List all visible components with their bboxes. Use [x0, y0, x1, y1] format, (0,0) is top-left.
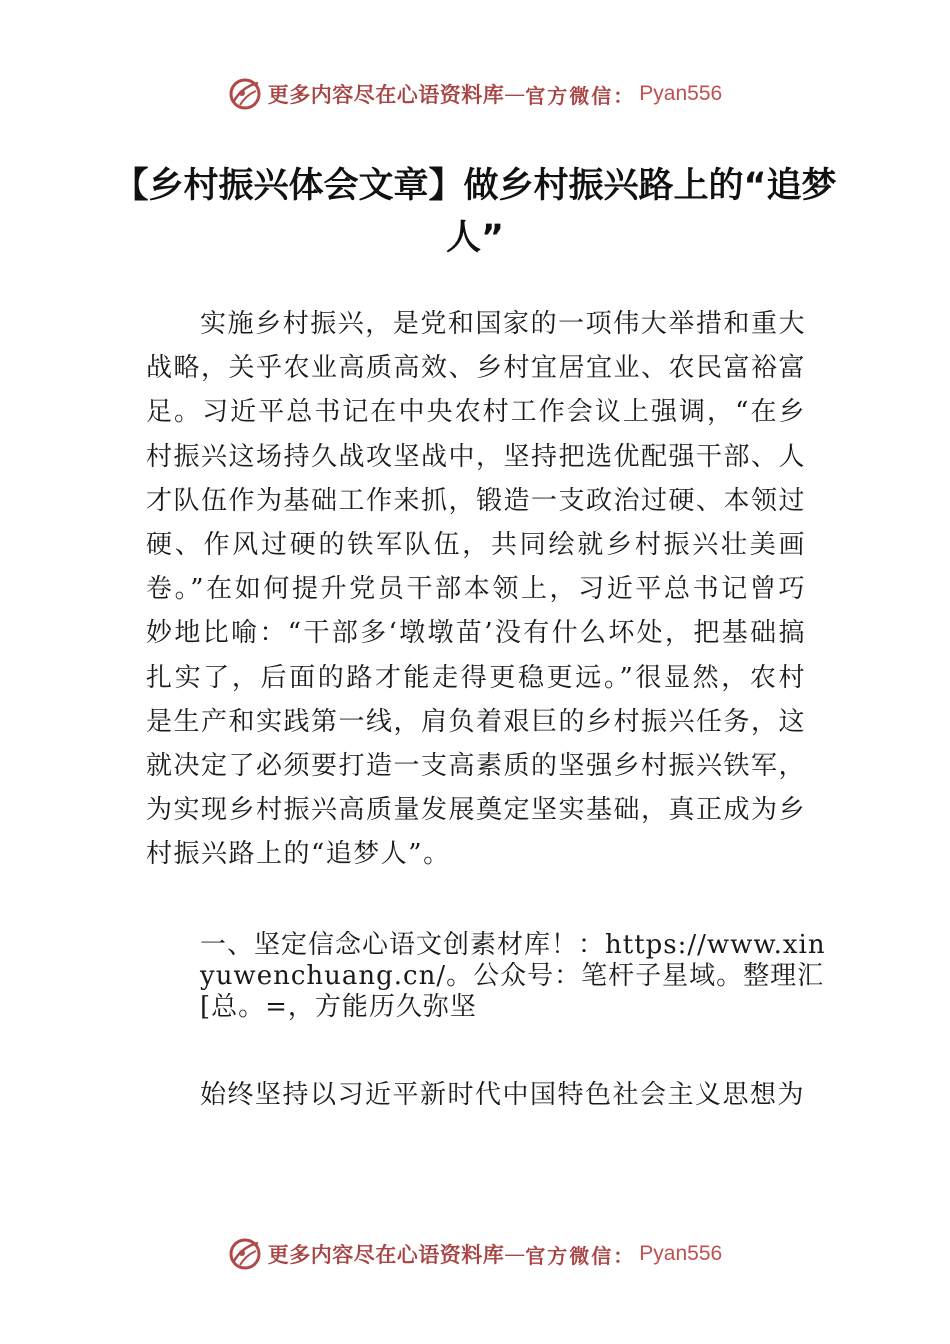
document-title: 【乡村振兴体会文章】做乡村振兴路上的“追梦人”	[113, 166, 837, 258]
paragraph-2: 始终坚持以习近平新时代中国特色社会主义思想为	[200, 1080, 806, 1110]
banner-text: 更多内容尽在心语资料库	[267, 82, 505, 107]
banner-wechat-id: Pyan556	[639, 1242, 723, 1265]
ink-logo-icon	[228, 77, 262, 111]
banner-separator: —	[504, 82, 526, 106]
banner-text: 更多内容尽在心语资料库	[267, 1242, 505, 1267]
paragraph-1: 实施乡村振兴，是党和国家的一项伟大举措和重大战略，关乎农业高质高效、乡村宜居宜业、农民富裕富足。习近平总书记在中央农村工作会议上强调，“在乡村振兴这场持久战攻坚战中，坚持把选优配强干部、人才队伍作为基础工作来抓，锻造一支政治过硬、本领过硬、作风过硬的铁军队伍，共同绘就乡村振兴壮美画卷。”在如何提升党员干部本领上，习近平总书记曾巧妙地比喻：“干部多‘墩墩苗’没有什么坏处，把基础搞扎实了，后面的路才能走得更稳更远。”很显然，农村是生产和实践第一线，肩负着艰巨的乡村振兴任务，这就决定了必须要打造一支高素质的坚强乡村振兴铁军，为实现乡村振兴高质量发展奠定坚实基础，真正成为乡村振兴路上的“追梦人”。	[146, 309, 807, 870]
banner-separator: —	[504, 1242, 526, 1266]
banner-wechat-label: 官方微信：	[525, 1243, 636, 1268]
section-1-heading: 一、坚定信念心语文创素材库！：https://www.xinyuwenchuang.cn/。公众号：笔杆子星域。整理汇[总。=，方能历久弥坚	[200, 930, 826, 1022]
footer-banner	[0, 1234, 950, 1274]
banner-wechat-id: Pyan556	[639, 82, 723, 105]
ink-logo-icon	[228, 1237, 262, 1271]
banner-wechat-label: 官方微信：	[525, 83, 636, 108]
header-banner	[0, 74, 950, 114]
